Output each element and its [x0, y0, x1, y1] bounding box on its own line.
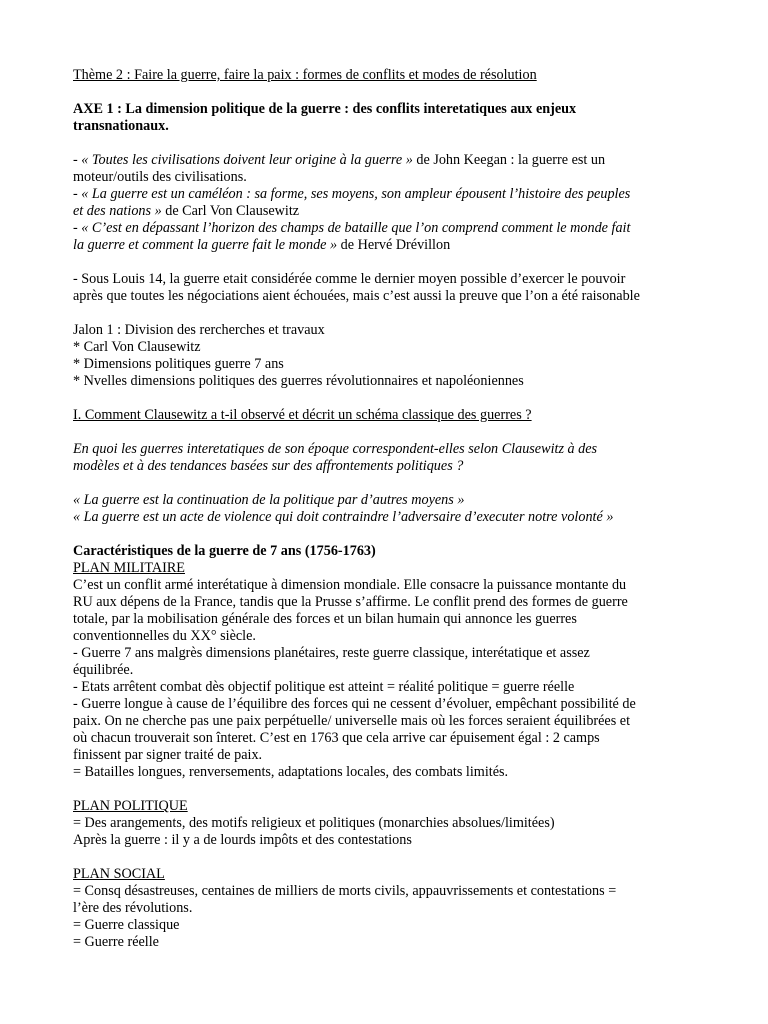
- spacer: [73, 849, 713, 866]
- quote-drevillon-text-end: la guerre et comment la guerre fait le monde »: [73, 237, 338, 253]
- social-line: = Guerre classique: [73, 917, 180, 933]
- quote-keegan-text: « Toutes les civilisations doivent leur origine à la guerre »: [81, 152, 413, 168]
- axe-title-line1: AXE 1 : La dimension politique de la guerre : des conflits interetatiques aux enjeux: [73, 101, 577, 117]
- militaire-line: C’est un conflit armé interétatique à dimension mondiale. Elle consacre la puissance montante du: [73, 577, 627, 593]
- citation: « La guerre est la continuation de la politique par d’autres moyens »: [73, 492, 465, 508]
- quote-clausewitz-text: « La guerre est un caméléon : sa forme, ses moyens, son ampleur épousent l’histoire des peuples: [81, 186, 631, 202]
- militaire-line: où chacun trouverait son înteret. C’est en 1763 que cela arrive car épuisement égal : 2 camps: [73, 730, 600, 746]
- louis-paragraph-line1: - Sous Louis 14, la guerre etait considérée comme le dernier moyen possible d’exercer le pouvoir: [73, 271, 626, 287]
- militaire-line: conventionnelles du XX° siècle.: [73, 628, 256, 644]
- louis-paragraph-line2: après que toutes les négociations aient échouées, mais c’est aussi la preuve que l’on a été raisonable: [73, 288, 640, 304]
- quote-drevillon-text: « C’est en dépassant l’horizon des champs de bataille que l’on comprend comment le monde fait: [81, 220, 631, 236]
- militaire-line: paix. On ne cherche pas une paix perpétuelle/ universelle mais où les forces seraient équilibrées et: [73, 713, 631, 729]
- spacer: [73, 475, 713, 492]
- militaire-line: - Guerre longue à cause de l’équilibre des forces qui ne cessent d’évoluer, empêchant possibilité de: [73, 696, 636, 712]
- section-heading: I. Comment Clausewitz a t-il observé et décrit un schéma classique des guerres ?: [73, 407, 532, 423]
- section-question-line2: modèles et à des tendances basées sur des affrontements politiques ?: [73, 458, 464, 474]
- spacer: [73, 424, 713, 441]
- axe-title-line2: transnationaux.: [73, 118, 169, 134]
- spacer: [73, 135, 713, 152]
- politique-line: Après la guerre : il y a de lourds impôts et des contestations: [73, 832, 412, 848]
- militaire-line: RU aux dépens de la France, tandis que la Prusse s’affirme. Le conflit prend des formes de guerre: [73, 594, 628, 610]
- quote-drevillon: [73, 220, 713, 237]
- quote-dash: -: [73, 152, 82, 168]
- social-line: l’ère des révolutions.: [73, 900, 193, 916]
- quote-clausewitz: [73, 186, 713, 203]
- quote-drevillon-author: de Hervé Drévillon: [337, 237, 451, 253]
- spacer: [73, 254, 713, 271]
- quote-keegan-line2: moteur/outils des civilisations.: [73, 169, 247, 185]
- quote-clausewitz-line2: [73, 203, 713, 220]
- jalon-title: Jalon 1 : Division des rercherches et travaux: [73, 322, 325, 338]
- quote-keegan: [73, 152, 713, 169]
- social-line: = Consq désastreuses, centaines de milliers de morts civils, appauvrissements et contestations =: [73, 883, 617, 899]
- spacer: [73, 390, 713, 407]
- plan-politique-heading: PLAN POLITIQUE: [73, 798, 188, 814]
- spacer: [73, 84, 713, 101]
- quote-dash: -: [73, 220, 82, 236]
- quote-drevillon-line2: [73, 237, 713, 254]
- spacer: [73, 305, 713, 322]
- quote-clausewitz-author: de Carl Von Clausewitz: [161, 203, 300, 219]
- militaire-line: - Etats arrêtent combat dès objectif politique est atteint = réalité politique = guerre réelle: [73, 679, 575, 695]
- section-question-line1: En quoi les guerres interetatiques de son époque correspondent-elles selon Clausewitz à des: [73, 441, 598, 457]
- jalon-item: * Carl Von Clausewitz: [73, 339, 201, 355]
- militaire-line: totale, par la mobilisation générale des forces et un bilan humain qui annonce les guerres: [73, 611, 577, 627]
- theme-title: Thème 2 : Faire la guerre, faire la paix : formes de conflits et modes de résolution: [73, 67, 537, 83]
- plan-social-heading: PLAN SOCIAL: [73, 866, 165, 882]
- quote-keegan-author: de John Keegan : la guerre est un: [412, 152, 606, 168]
- quote-dash: -: [73, 186, 82, 202]
- militaire-line: = Batailles longues, renversements, adaptations locales, des combats limités.: [73, 764, 509, 780]
- jalon-item: * Dimensions politiques guerre 7 ans: [73, 356, 284, 372]
- plan-militaire-heading: PLAN MILITAIRE: [73, 560, 185, 576]
- social-line: = Guerre réelle: [73, 934, 159, 950]
- spacer: [73, 781, 713, 798]
- citation: « La guerre est un acte de violence qui doit contraindre l’adversaire d’executer notre volonté »: [73, 509, 614, 525]
- militaire-line: équilibrée.: [73, 662, 134, 678]
- militaire-line: - Guerre 7 ans malgrès dimensions planétaires, reste guerre classique, interétatique et assez: [73, 645, 590, 661]
- quote-clausewitz-text-end: et des nations »: [73, 203, 162, 219]
- spacer: [73, 526, 713, 543]
- militaire-line: finissent par signer traité de paix.: [73, 747, 263, 763]
- jalon-item: * Nvelles dimensions politiques des guerres révolutionnaires et napoléoniennes: [73, 373, 524, 389]
- politique-line: = Des arangements, des motifs religieux et politiques (monarchies absolues/limitées): [73, 815, 555, 831]
- document-page: [73, 67, 713, 951]
- seven-years-title: Caractéristiques de la guerre de 7 ans (1756-1763): [73, 543, 376, 559]
